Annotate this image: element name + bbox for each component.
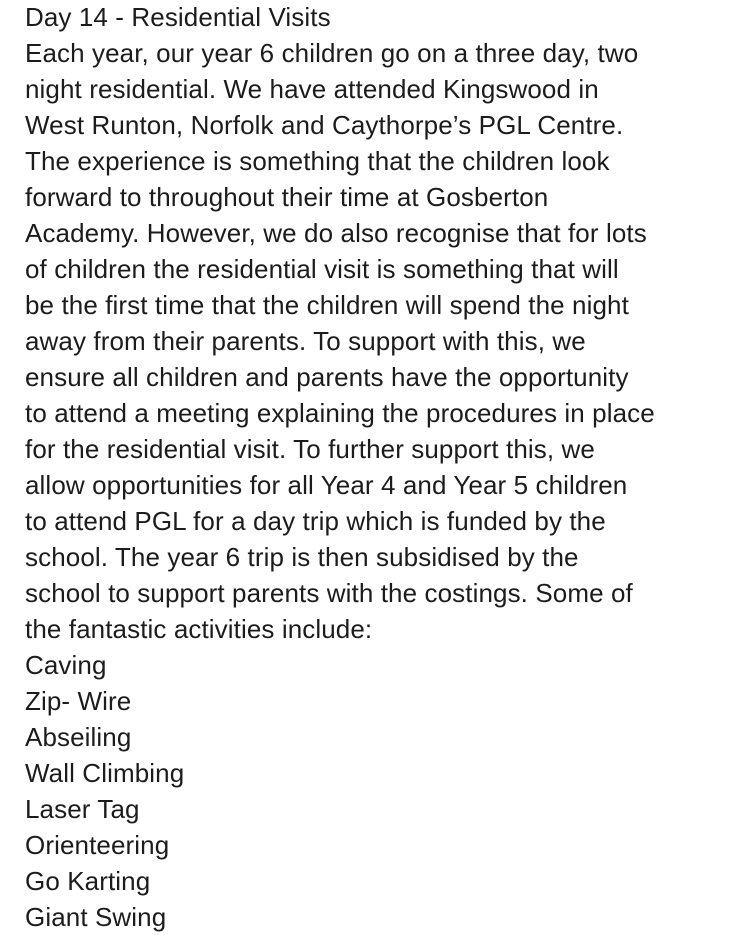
body-line: The experience is something that the children look	[25, 146, 610, 176]
body-line: West Runton, Norfolk and Caythorpe’s PGL Centre.	[25, 110, 624, 140]
body-line: away from their parents. To support with this, we	[25, 326, 586, 356]
body-line: school to support parents with the costings. Some of	[25, 578, 633, 608]
body-line: of children the residential visit is something that will	[25, 254, 619, 284]
activity-item: Go Karting	[25, 866, 151, 896]
body-line: to attend a meeting explaining the procedures in place	[25, 398, 655, 428]
post-content	[25, 0, 745, 935]
body-line: school. The year 6 trip is then subsidised by the	[25, 542, 579, 572]
activity-item: Zip- Wire	[25, 686, 132, 716]
activities-list	[25, 647, 745, 935]
body-line: to attend PGL for a day trip which is funded by the	[25, 506, 606, 536]
activity-item: Abseiling	[25, 722, 132, 752]
body-line: allow opportunities for all Year 4 and Year 5 children	[25, 470, 628, 500]
activity-item: Wall Climbing	[25, 758, 185, 788]
activity-item: Caving	[25, 650, 107, 680]
body-line: the fantastic activities include:	[25, 614, 373, 644]
activity-item: Laser Tag	[25, 794, 140, 824]
activity-item: Giant Swing	[25, 902, 167, 932]
body-line: Each year, our year 6 children go on a three day, two	[25, 38, 639, 68]
body-line: forward to throughout their time at Gosberton	[25, 182, 549, 212]
post-body	[25, 35, 745, 647]
body-line: for the residential visit. To further support this, we	[25, 434, 595, 464]
body-line: be the first time that the children will spend the night	[25, 290, 629, 320]
body-line: night residential. We have attended Kingswood in	[25, 74, 599, 104]
body-line: Academy. However, we do also recognise that for lots	[25, 218, 647, 248]
body-line: ensure all children and parents have the opportunity	[25, 362, 629, 392]
post-title: Day 14 - Residential Visits	[25, 2, 331, 32]
activity-item: Orienteering	[25, 830, 170, 860]
